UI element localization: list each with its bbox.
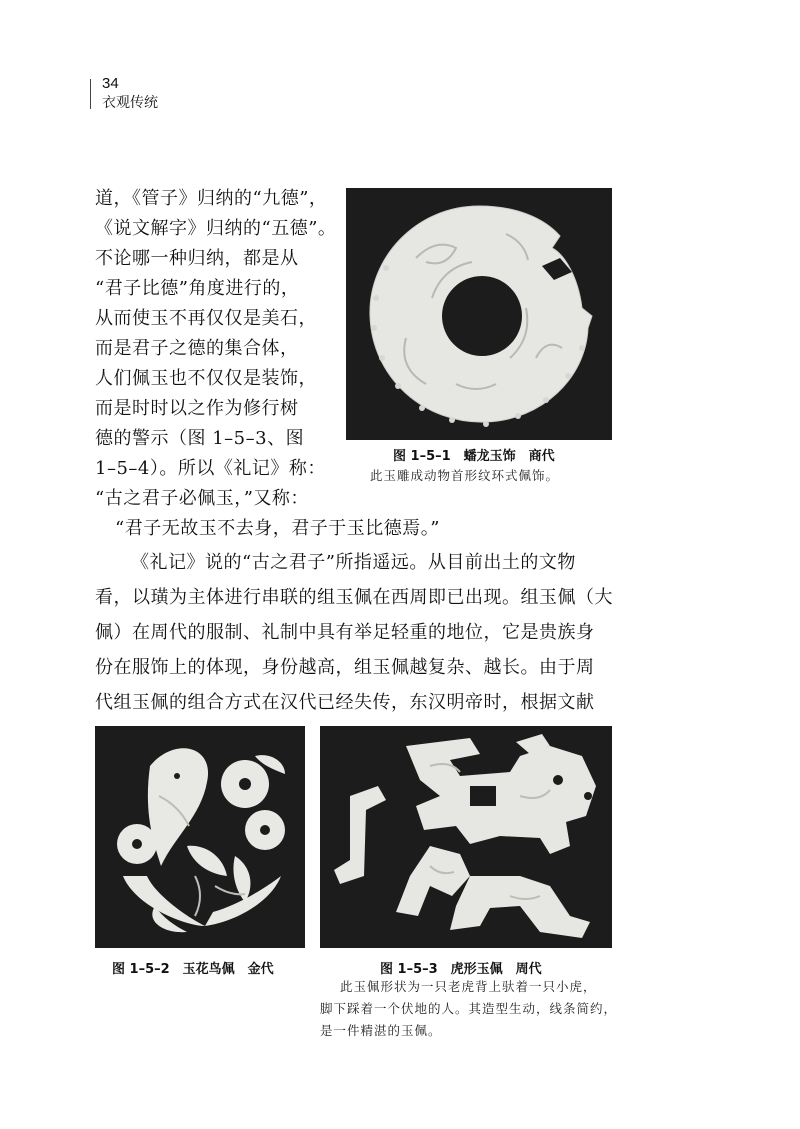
figure-flower-bird-photo [95,726,305,948]
text-line: 而是君子之德的集合体， [95,338,299,359]
text-line: 道，《管子》归纳的“九德”， [95,188,328,209]
figure-caption-description: 此玉佩形状为一只老虎背上驮着一只小虎， [340,979,597,994]
text-line: 人们佩玉也不仅仅是装饰， [95,368,317,389]
text-line: 看，以璜为主体进行串联的组玉佩在西周即已出现。组玉佩（大 [95,587,613,608]
page-number: 34 [102,75,119,92]
text-line: 份在服饰上的体现，身份越高，组玉佩越复杂、越长。由于周 [95,657,595,678]
figure-caption-title: 图 1–5–2 玉花鸟佩 金代 [112,962,274,977]
figure-coiled-dragon-photo [346,188,612,440]
header-rule [90,79,91,109]
figure-caption-description: 此玉雕成动物首形纹环式佩饰。 [370,468,560,483]
text-line: “君子比德”角度进行的， [95,278,300,299]
text-line: 佩）在周代的服制、礼制中具有举足轻重的地位，它是贵族身 [95,622,595,643]
running-title: 衣观传统 [102,95,158,111]
text-line: 从而使玉不再仅仅是美石， [95,308,317,329]
text-line: 代组玉佩的组合方式在汉代已经失传，东汉明帝时，根据文献 [95,692,595,713]
flower-bird-jade-image [95,726,305,948]
text-line: 1–5–4）。所以《礼记》称： [95,458,326,479]
text-line: “古之君子必佩玉，”又称： [95,488,309,509]
figure-caption-title: 图 1–5–3 虎形玉佩 周代 [380,962,542,977]
text-line: “君子无故玉不去身，君子于玉比德焉。” [115,518,440,539]
text-line: 而是时时以之作为修行树 [95,398,299,419]
text-line: 不论哪一种归纳，都是从 [95,248,299,269]
coiled-dragon-jade-image [346,188,612,440]
text-line: 《礼记》说的“古之君子”所指遥远。从目前出土的文物 [131,552,576,573]
figure-caption-title: 图 1–5–1 蟠龙玉饰 商代 [393,449,555,464]
text-line: 《说文解字》归纳的“五德”。 [95,218,337,239]
figure-caption-description: 脚下踩着一个伏地的人。其造型生动，线条简约， [320,1001,618,1016]
figure-caption-description: 是一件精湛的玉佩。 [320,1023,442,1038]
text-line: 德的警示（图 1–5–3、图 [95,428,305,449]
figure-tiger-pendant-photo [320,726,612,948]
tiger-jade-image [320,726,612,948]
